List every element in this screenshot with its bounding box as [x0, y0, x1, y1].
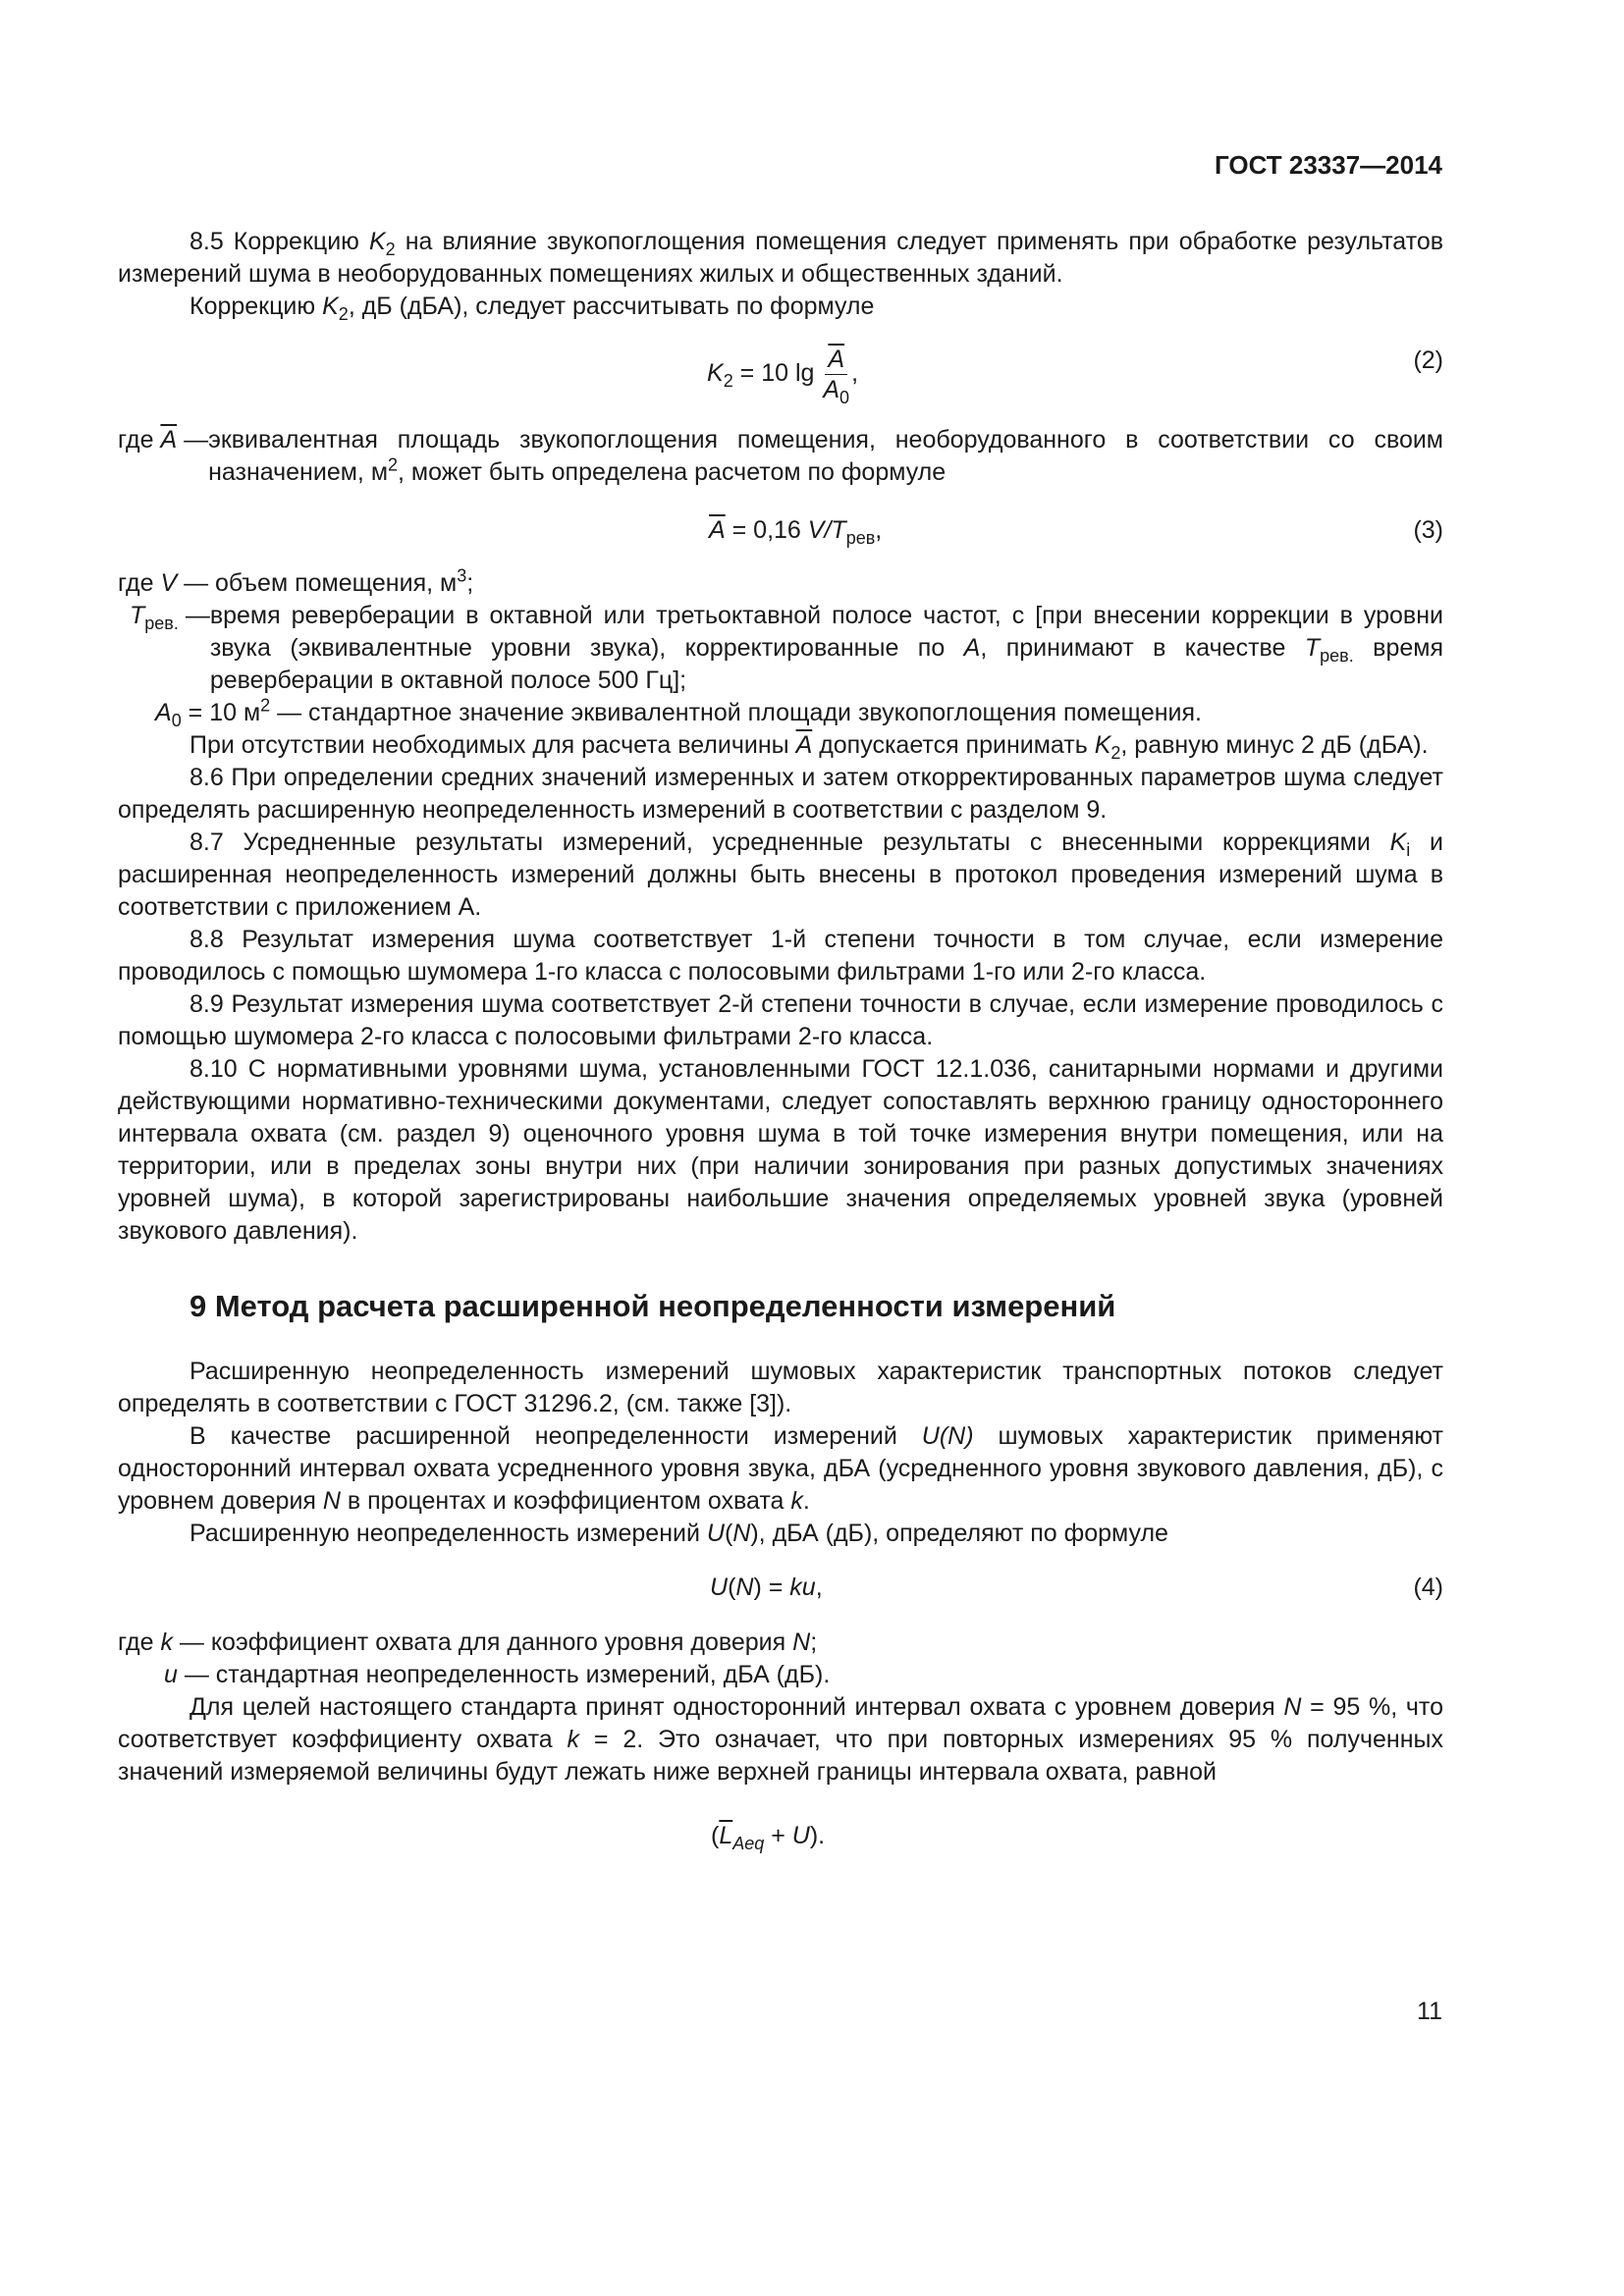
page-number: 11	[1417, 1998, 1442, 2025]
where-a0: $A_0 = 10$ $м^2$ — стандартное значение эквивалентной площади звукопоглощения помещения.	[155, 695, 1202, 730]
where-term: где $\overline{A}$ —	[118, 426, 209, 454]
paragraph-8-8: 8.8 Результат измерения шума соответствует 1-й степени точности в том случае, если измерение проводилось с помощью шумомера 1-го класса с полосовыми фильтрами 1-го или 2-го класса.	[118, 926, 1443, 986]
paragraph-8-7: 8.7 Усредненные результаты измерений, усредненные результаты с внесенными коррекциями $K_i$ и расширенная неопределенность измерений должны быть внесены в протокол проведения измерений шума в соответствии с приложением А.	[118, 828, 1443, 921]
page-content	[118, 226, 1443, 1857]
formula-3	[118, 489, 1443, 567]
where-u: u — стандартная неопределенность измерений, дБА (дБ).	[164, 1661, 831, 1688]
fraction: $\frac{\overline{A}}{A_0}$	[823, 346, 850, 407]
where-k: где k — коэффициент охвата для данного уровня доверия N;	[118, 1629, 818, 1656]
where-a-bar	[118, 424, 1443, 489]
formula-3-number: (3)	[1413, 516, 1443, 544]
formula-5	[118, 1789, 1443, 1857]
paragraph-8-6: 8.6 При определении средних значений измеренных и затем откорректированных параметров шума следует определять расширенную неопределенность измерений в соответствии с разделом 9.	[118, 764, 1443, 824]
paragraph-absence: При отсутствии необходимых для расчета величины $\overline{A}$ допускается принимать $K_2$, равную минус 2 дБ (дБА).	[189, 731, 1429, 763]
formula-3-expression: $\overline{A} = 0,16$ $V/T_{рев}$,	[709, 516, 883, 548]
paragraph-9-1: Расширенную неопределенность измерений шумовых характеристик транспортных потоков следует определять в соответствии с ГОСТ 31296.2, (см. также [3]).	[118, 1358, 1443, 1417]
paragraph-8-5: 8.5 Коррекцию $K_2$ на влияние звукопоглощения помещения следует применять при обработке результатов измерений шума в необорудованных помещениях жилых и общественных зданий.	[118, 228, 1444, 288]
paragraph-8-9: 8.9 Результат измерения шума соответствует 2-й степени точности в случае, если измерение проводилось с помощью шумомера 2-го класса с полосовыми фильтрами 2-го класса.	[118, 990, 1443, 1050]
paragraph-8-5-formula-intro: Коррекцию $K_2$, дБ (дБА), следует рассчитывать по формуле	[189, 293, 875, 324]
paragraph-8-10: 8.10 С нормативными уровнями шума, установленными ГОСТ 12.1.036, санитарными нормами и другими действующими нормативно-техническими документами, следует сопоставлять верхнюю границу одностороннего интервала охвата (см. раздел 9) оценочного уровня шума в той точке измерения внутри помещения, или на территории, или в пределах зоны внутри них (при наличии зонирования при разных допустимых значениях уровней шума), в которой зарегистрированы наибольшие значения определяемых уровней звука (уровней звукового давления).	[118, 1055, 1443, 1245]
standard-code: ГОСТ 23337—2014	[1215, 150, 1442, 180]
formula-2	[118, 323, 1443, 416]
formula-2-number: (2)	[1413, 347, 1443, 374]
where-t-rev: $T_{рев.}$ — время реверберации в октавной или третьоктавной полосе частот, с [при внесении коррекции в уровни звука (эквивалентные уровни звука), корректированные по A, принимают в качестве $T_{рев.}$ время реверберации в октавной полосе 500 Гц];	[130, 602, 1443, 694]
formula-4-number: (4)	[1413, 1574, 1443, 1601]
section-9-heading: 9 Метод расчета расширенной неопределенности измерений	[189, 1289, 1116, 1323]
formula-2-expression: $K_2 = 10$ lg $\frac{\overline{A}}{A_0}$ ,	[707, 346, 859, 407]
where-definition: эквивалентная площадь звукопоглощения помещения, необорудованного в соответствии со своим назначением, $м^2$, может быть определена расчетом по формуле	[208, 426, 1443, 486]
formula-4-expression: U(N) = ku,	[710, 1574, 823, 1601]
paragraph-9-3: Расширенную неопределенность измерений U(N), дБА (дБ), определяют по формуле	[189, 1520, 1168, 1547]
formula-5-expression: $(\overline{L}_{Aeq} + U)$.	[711, 1822, 826, 1853]
paragraph-9-2: В качестве расширенной неопределенности измерений U(N) шумовых характеристик применяют односторонний интервал охвата усредненного уровня звука, дБА (усредненного уровня звукового давления, дБ), с уровнем доверия N в процентах и коэффициентом охвата k.	[118, 1422, 1444, 1515]
paragraph-9-4: Для целей настоящего стандарта принят односторонний интервал охвата с уровнем доверия N = 95 %, что соответствует коэффициенту охвата k = 2. Это означает, что при повторных измерениях 95 % полученных значений измеряемой величины будут лежать ниже верхней границы интервала охвата, равной	[118, 1693, 1444, 1786]
where-v: где V — объем помещения, $м^3$;	[118, 565, 474, 597]
formula-4	[118, 1550, 1443, 1627]
